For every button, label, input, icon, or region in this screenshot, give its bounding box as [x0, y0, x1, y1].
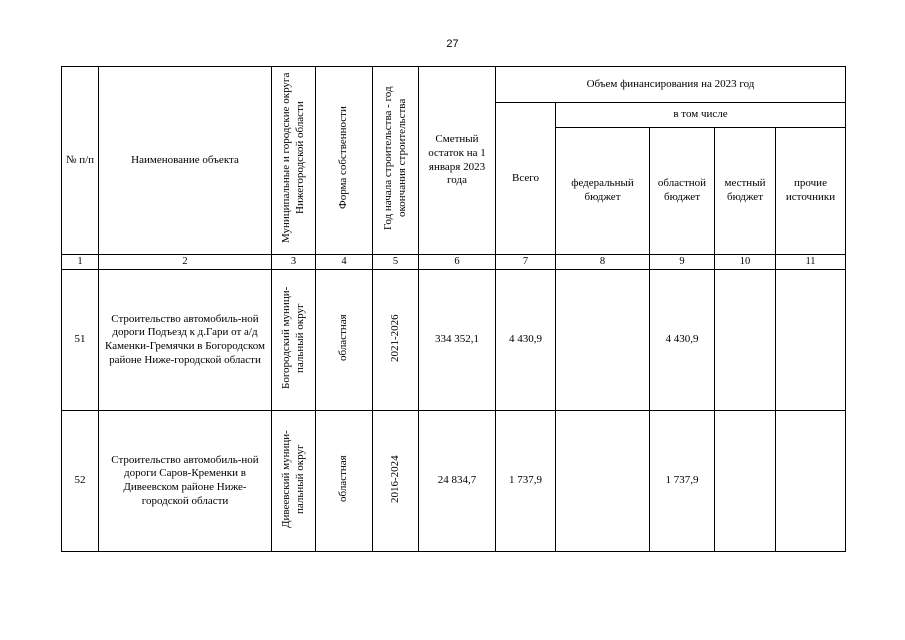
row-other [776, 411, 846, 552]
row-other [776, 270, 846, 411]
column-number: 10 [715, 255, 776, 270]
header-ownership: Форма собственности [337, 106, 350, 210]
row-years-cell [373, 270, 419, 411]
row-years: 2016-2024 [388, 454, 401, 503]
row-municipality-cell [272, 411, 316, 552]
column-number: 2 [99, 255, 272, 270]
row-years-cell [373, 411, 419, 552]
page-number: 27 [446, 38, 459, 50]
header-ownership-cell [316, 67, 373, 255]
row-ownership-cell [316, 411, 373, 552]
row-municipality: Дивеевский муници-пальный округ [279, 429, 306, 528]
row-ownership: областная [337, 455, 350, 502]
row-name: Строительство автомобиль-ной дороги Саров-Кременки в Дивеевском районе Ниже-городской области [99, 411, 272, 552]
header-years-cell [373, 67, 419, 255]
header-financing: Объем финансирования на 2023 год [496, 67, 846, 103]
column-number: 4 [316, 255, 373, 270]
row-regional: 4 430,9 [650, 270, 715, 411]
financing-table [61, 66, 846, 552]
header-local: местный бюджет [715, 128, 776, 255]
column-number: 8 [556, 255, 650, 270]
header-including: в том числе [556, 103, 846, 128]
row-local [715, 411, 776, 552]
row-regional: 1 737,9 [650, 411, 715, 552]
row-local [715, 270, 776, 411]
header-other: прочие источники [776, 128, 846, 255]
row-num: 52 [62, 411, 99, 552]
column-number: 1 [62, 255, 99, 270]
column-number: 9 [650, 255, 715, 270]
header-name: Наименование объекта [99, 67, 272, 255]
row-federal [556, 270, 650, 411]
row-municipality-cell [272, 270, 316, 411]
row-name: Строительство автомобиль-ной дороги Подъезд к д.Гари от а/д Каменки-Гремячки в Богородском районе Ниже-городской области [99, 270, 272, 411]
header-federal: федеральный бюджет [556, 128, 650, 255]
row-years: 2021-2026 [388, 313, 401, 362]
row-federal [556, 411, 650, 552]
table-row [62, 270, 846, 411]
row-municipality: Богородский муници-пальный округ [279, 286, 306, 389]
column-number: 3 [272, 255, 316, 270]
row-remaining: 334 352,1 [419, 270, 496, 411]
column-number: 7 [496, 255, 556, 270]
row-total: 1 737,9 [496, 411, 556, 552]
row-remaining: 24 834,7 [419, 411, 496, 552]
column-number: 11 [776, 255, 846, 270]
row-ownership: областная [337, 314, 350, 361]
header-municipality-cell [272, 67, 316, 255]
row-total: 4 430,9 [496, 270, 556, 411]
column-number: 5 [373, 255, 419, 270]
header-num: № п/п [62, 67, 99, 255]
header-remaining: Сметный остаток на 1 января 2023 года [419, 67, 496, 255]
column-number: 6 [419, 255, 496, 270]
header-years: Год начала строительства - год окончания строительства [381, 86, 408, 230]
row-ownership-cell [316, 270, 373, 411]
header-regional: областной бюджет [650, 128, 715, 255]
header-municipality: Муниципальные и городские округа Нижегородской области [279, 72, 306, 244]
header-total: Всего [496, 103, 556, 255]
table-row [62, 411, 846, 552]
row-num: 51 [62, 270, 99, 411]
column-number-row [62, 255, 846, 270]
